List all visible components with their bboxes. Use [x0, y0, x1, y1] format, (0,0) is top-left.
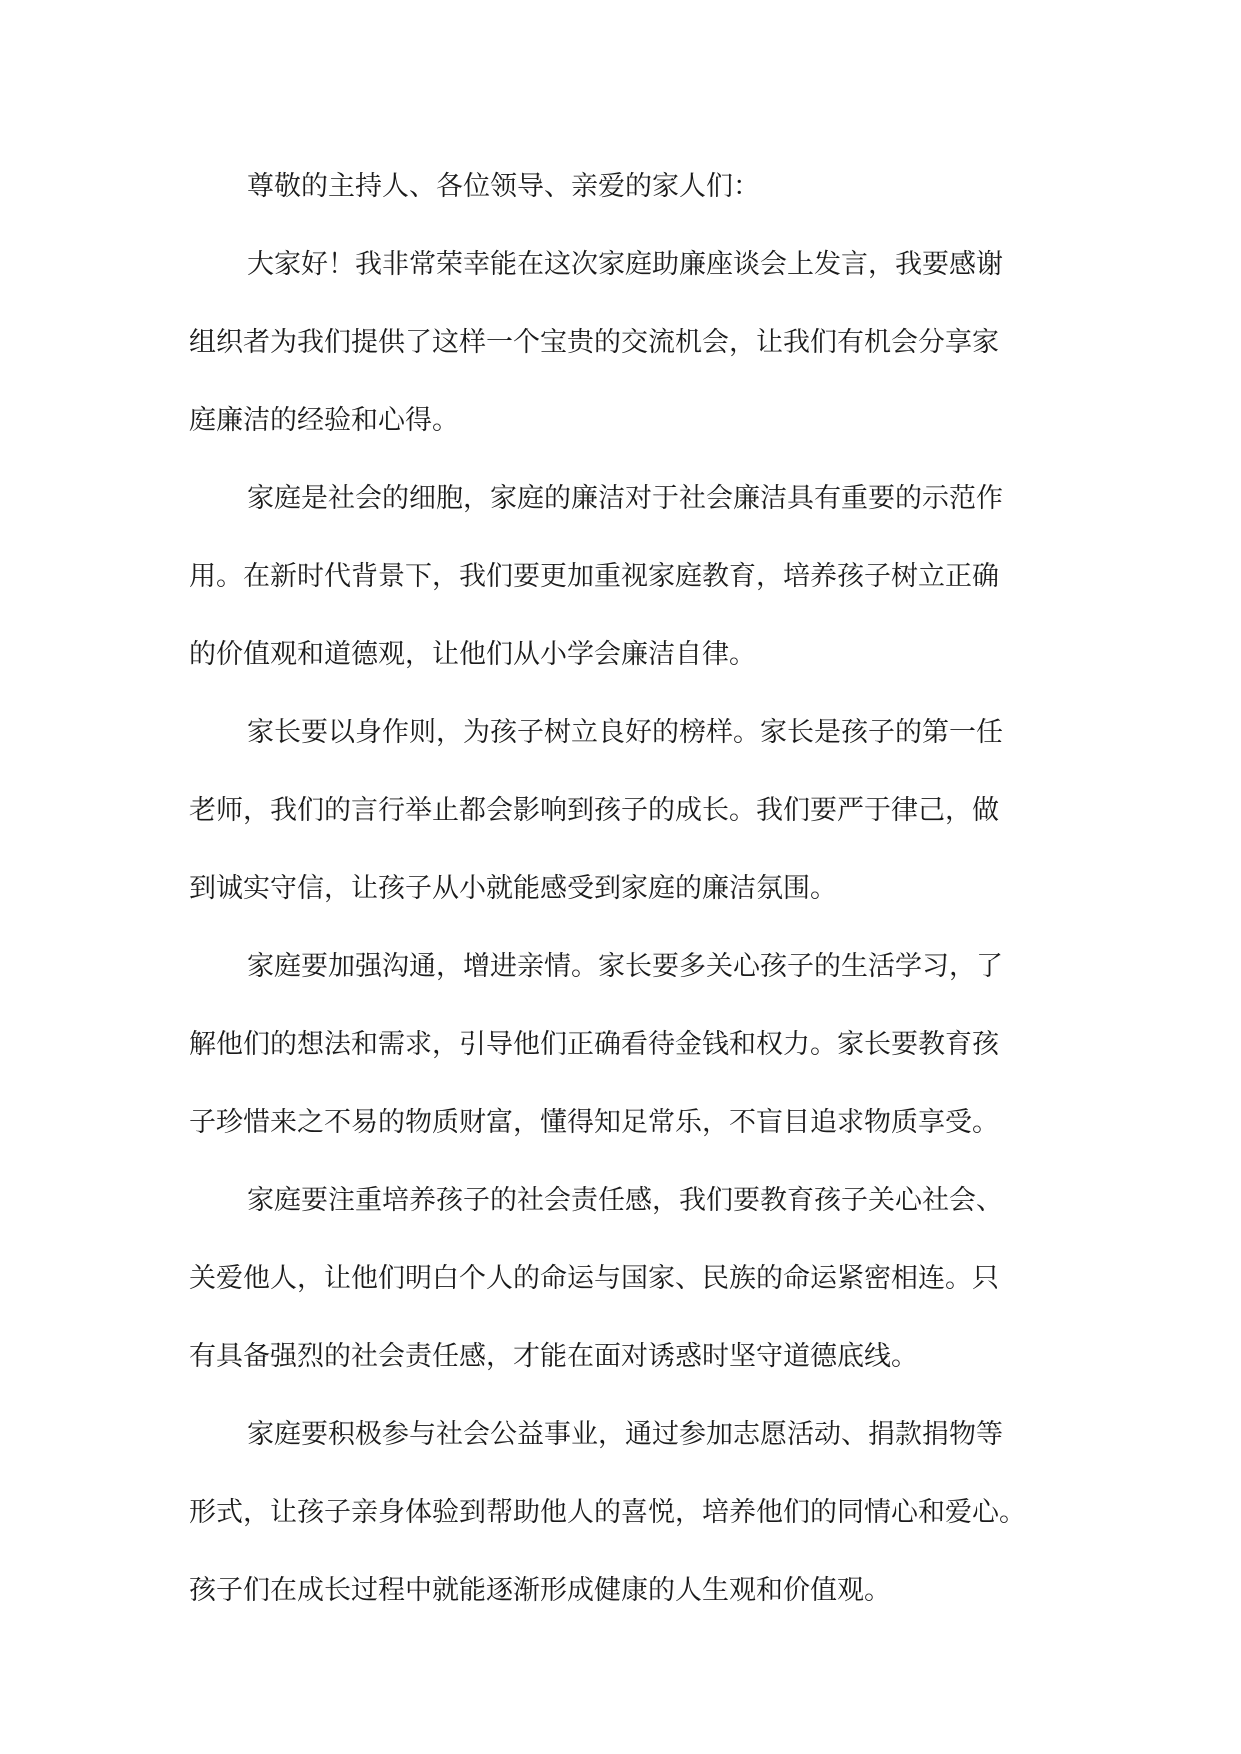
paragraph-2	[189, 460, 1059, 694]
paragraph-line: 家长要以身作则，为孩子树立良好的榜样。家长是孩子的第一任	[247, 717, 1003, 748]
paragraph-line: 的价值观和道德观，让他们从小学会廉洁自律。	[189, 639, 756, 670]
paragraph-line: 到诚实守信，让孩子从小就能感受到家庭的廉洁氛围。	[189, 873, 837, 904]
paragraph-line: 有具备强烈的社会责任感，才能在面对诱惑时坚守道德底线。	[189, 1341, 918, 1372]
paragraph-line: 家庭要注重培养孩子的社会责任感，我们要教育孩子关心社会、	[247, 1185, 1003, 1216]
paragraph-line: 解他们的想法和需求，引导他们正确看待金钱和权力。家长要教育孩	[189, 1029, 999, 1060]
salutation	[189, 148, 1059, 226]
paragraph-line: 关爱他人，让他们明白个人的命运与国家、民族的命运紧密相连。只	[189, 1263, 999, 1294]
document-body	[189, 148, 1059, 1630]
salutation-line: 尊敬的主持人、各位领导、亲爱的家人们：	[247, 171, 760, 202]
paragraph-1	[189, 226, 1059, 460]
paragraph-6	[189, 1396, 1059, 1630]
paragraph-line: 组织者为我们提供了这样一个宝贵的交流机会，让我们有机会分享家	[189, 327, 999, 358]
paragraph-line: 形式，让孩子亲身体验到帮助他人的喜悦，培养他们的同情心和爱心。	[189, 1497, 1026, 1528]
paragraph-line: 家庭要积极参与社会公益事业，通过参加志愿活动、捐款捐物等	[247, 1419, 1003, 1450]
paragraph-3	[189, 694, 1059, 928]
paragraph-line: 庭廉洁的经验和心得。	[189, 405, 459, 436]
paragraph-line: 大家好！我非常荣幸能在这次家庭助廉座谈会上发言，我要感谢	[247, 249, 1003, 280]
paragraph-line: 家庭是社会的细胞，家庭的廉洁对于社会廉洁具有重要的示范作	[247, 483, 1003, 514]
paragraph-line: 老师，我们的言行举止都会影响到孩子的成长。我们要严于律己，做	[189, 795, 999, 826]
paragraph-5	[189, 1162, 1059, 1396]
paragraph-line: 用。在新时代背景下，我们要更加重视家庭教育，培养孩子树立正确	[189, 561, 999, 592]
paragraph-4	[189, 928, 1059, 1162]
paragraph-line: 孩子们在成长过程中就能逐渐形成健康的人生观和价值观。	[189, 1575, 891, 1606]
paragraph-line: 子珍惜来之不易的物质财富，懂得知足常乐，不盲目追求物质享受。	[189, 1107, 999, 1138]
paragraph-line: 家庭要加强沟通，增进亲情。家长要多关心孩子的生活学习，了	[247, 951, 1003, 982]
